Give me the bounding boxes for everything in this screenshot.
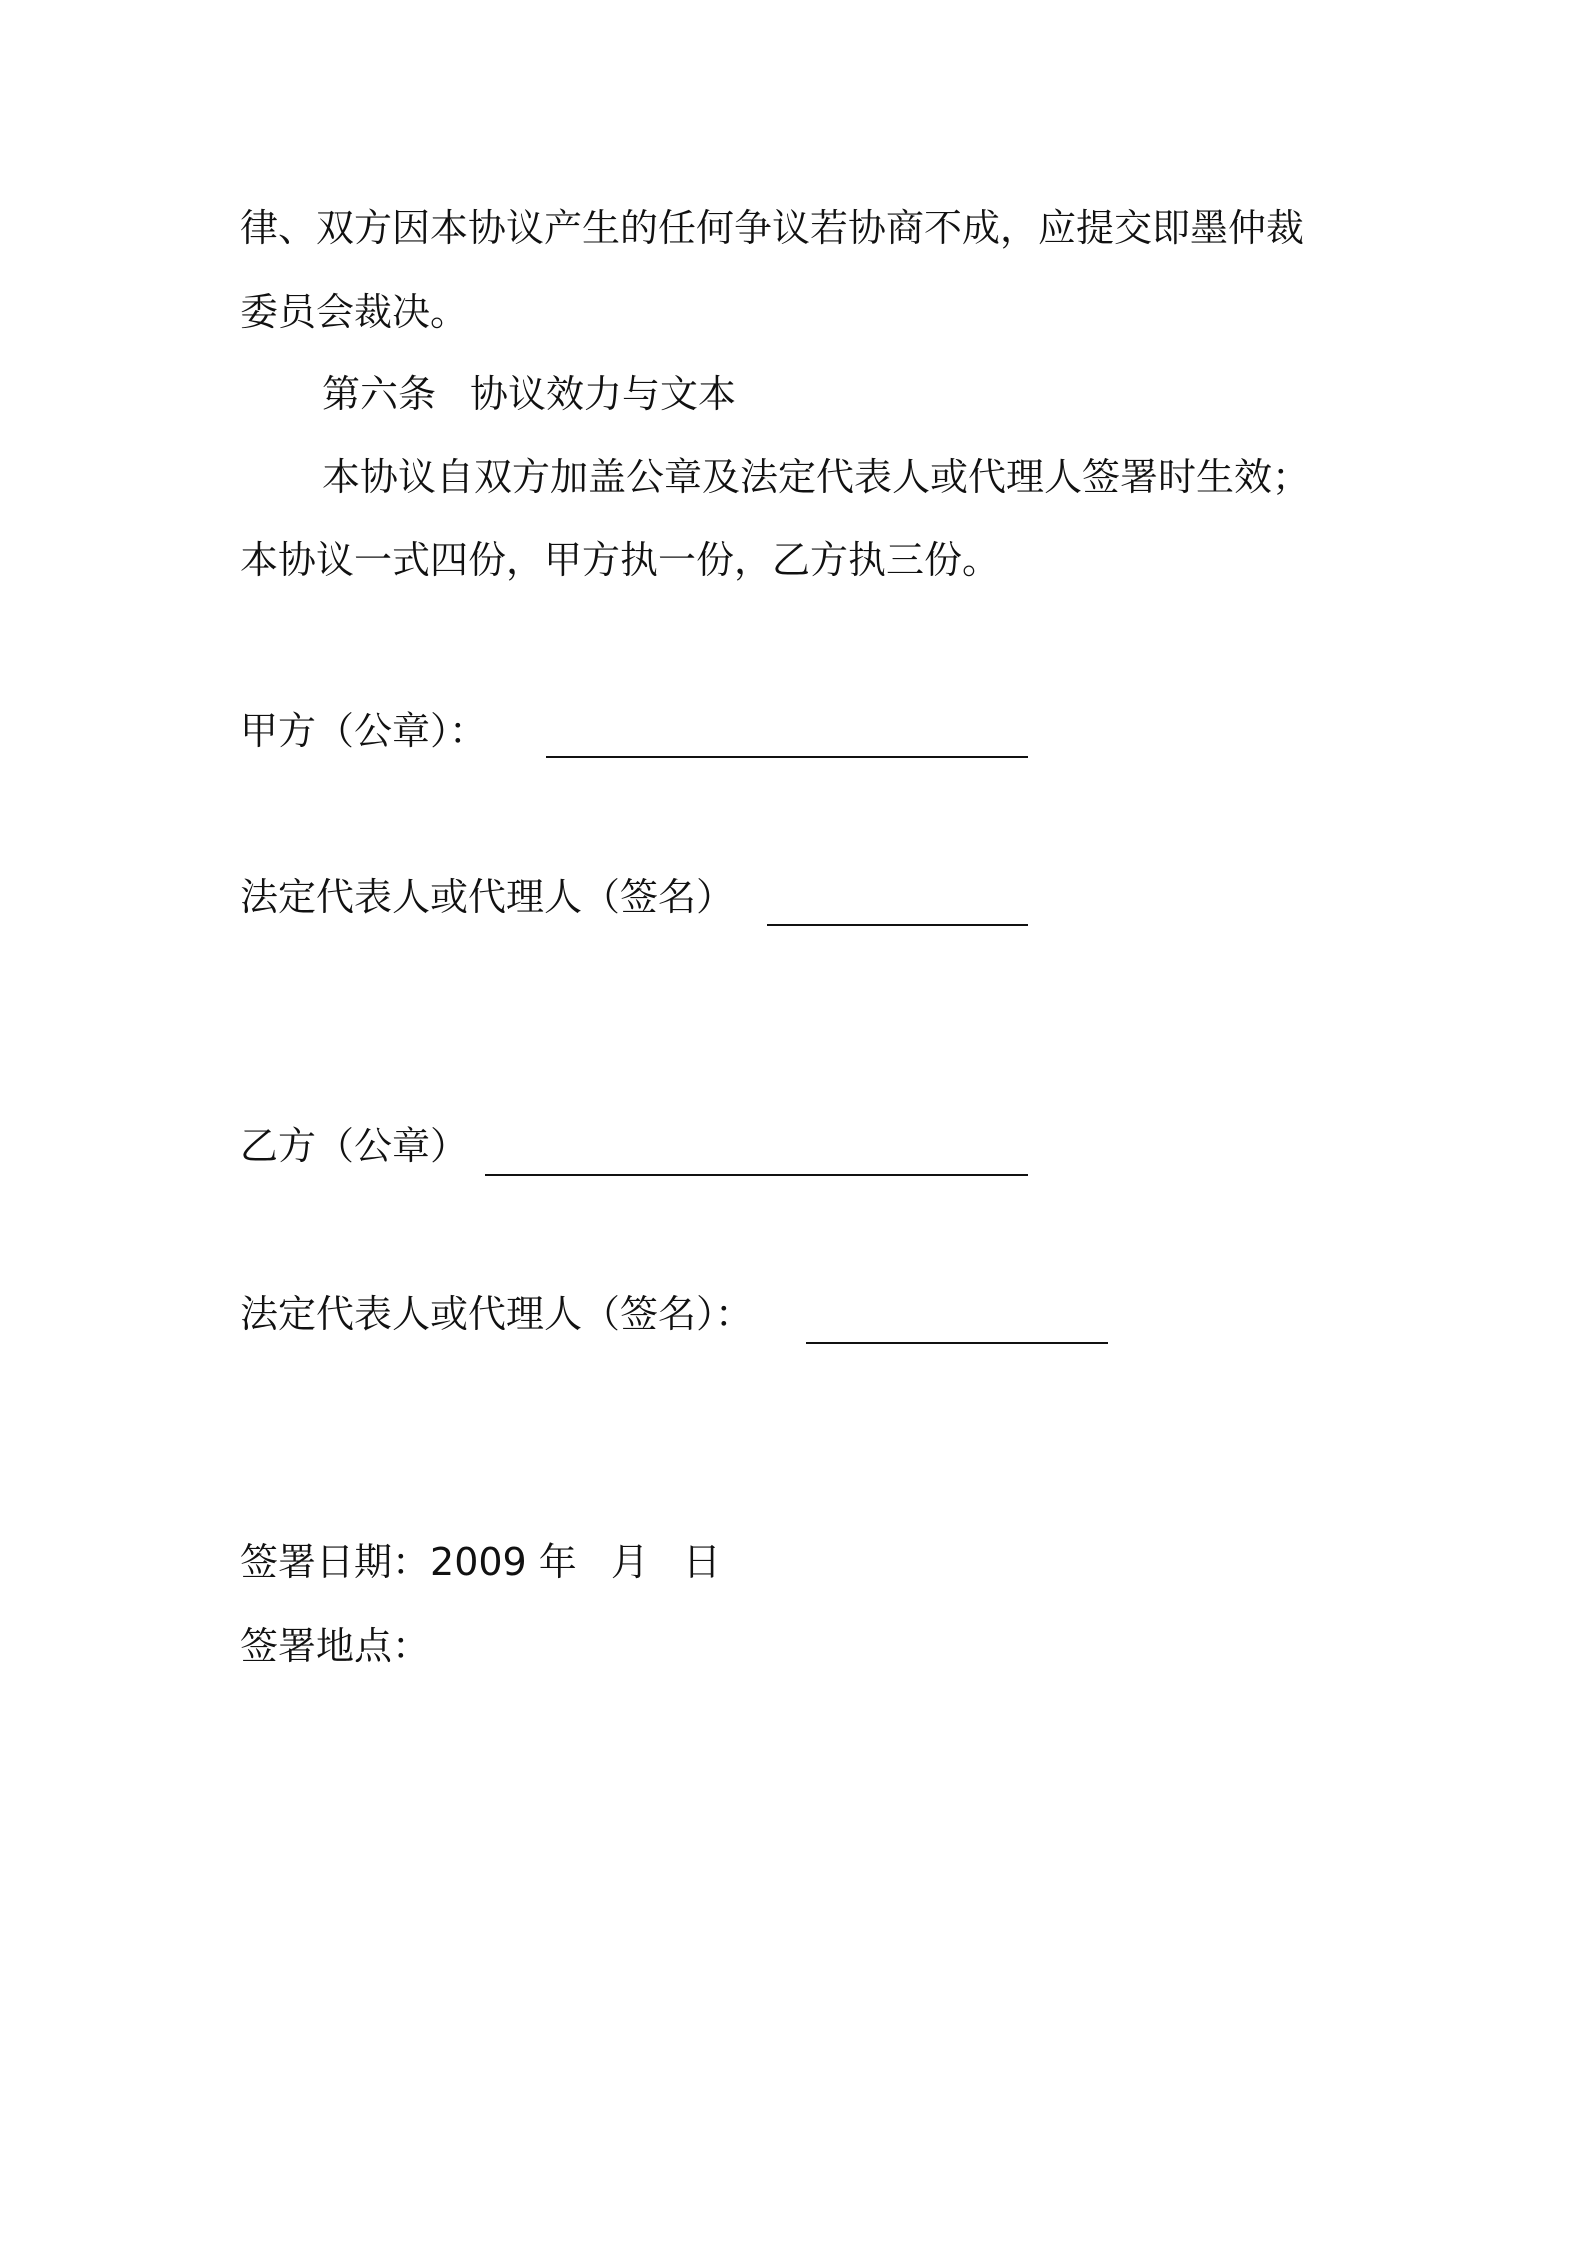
article-6-heading [322,370,736,418]
clause-text-line-1: 律、双方因本协议产生的任何争议若协商不成，应提交即墨仲裁 [240,206,1305,250]
signing-date [240,1538,721,1586]
party-b-signature-line [806,1342,1108,1344]
signing-date-label: 签署日期： [240,1540,431,1584]
signing-place-label: 签署地点： [240,1624,431,1668]
article-6-paragraph-line-2: 本协议一式四份，甲方执一份，乙方执三份。 [240,538,1001,582]
party-a-signature-line [767,924,1028,926]
signing-date-day: 日 [682,1540,721,1584]
article-6-paragraph-line-1: 本协议自双方加盖公章及法定代表人或代理人签署时生效； [322,455,1311,499]
party-b-seal-label: 乙方（公章） [240,1124,469,1168]
party-a-seal-line [546,756,1028,758]
party-b-seal-line [485,1174,1028,1176]
party-a-representative-label: 法定代表人或代理人（签名） [240,875,735,919]
signing-date-month: 月 [610,1540,649,1584]
signing-date-year: 2009 年 [430,1540,577,1584]
party-b-representative-label: 法定代表人或代理人（签名）： [240,1292,754,1336]
article-6-number: 第六条 [322,372,437,416]
clause-text-line-2: 委员会裁决。 [240,290,469,334]
article-6-title: 协议效力与文本 [470,372,737,416]
party-a-seal-label: 甲方（公章）： [240,709,488,753]
